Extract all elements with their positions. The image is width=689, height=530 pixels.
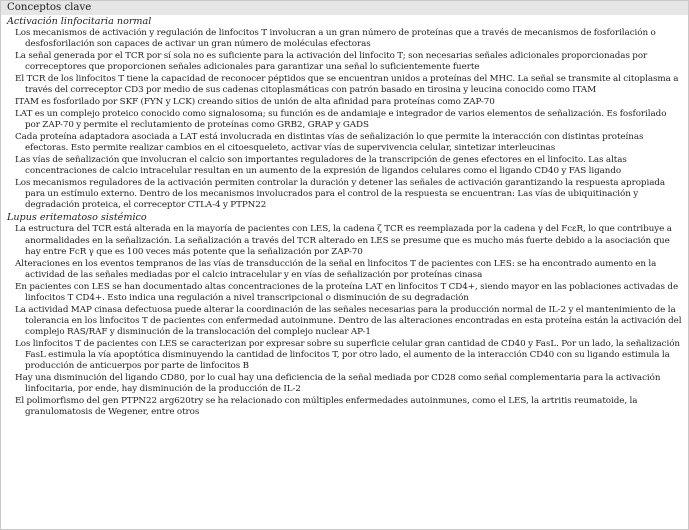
section-lupus: [1, 212, 688, 418]
list-item: Los mecanismos reguladores de la activación permiten controlar la duración y detener las señales de activación garantizando la respuesta apropiada para un estímulo externo. Dentro de los mecanismos involucrados para el control de la respuesta se encuentran: Las vías de ubiquitinación y degradación proteica, el correceptor CTLA-4 y PTPN22: [15, 177, 666, 211]
list-item: La actividad MAP cinasa defectuosa puede alterar la coordinación de las señales necesarias para la producción normal de IL-2 y el mantenimiento de la tolerancia en los linfocitos T de pacientes con enfermedad autoinmune. Dentro de las alteraciones encontradas en esta proteína están la activación del complejo RAS/RAF y disminución de la translocación del complejo nuclear AP-1: [15, 304, 682, 338]
box-heading: Conceptos clave: [1, 1, 688, 15]
list-item: Los mecanismos de activación y regulación de linfocitos T involucran a un gran número de proteínas que a través de mecanismos de fosforilación o desfosforilación son capaces de activar un gran número de moléculas efectoras: [15, 28, 656, 50]
list-item: Hay una disminución del ligando CD80, por lo cual hay una deficiencia de la señal mediada por CD28 como señal complementaria para la activación linfocitaria, por ende, hay disminución de la producción de IL-2: [15, 373, 661, 395]
list-item: LAT es un complejo proteico conocido como signalosoma; su función es de andamiaje e integrador de varios elementos de señalización. Es fosforilado por ZAP-70 y permite el reclutamiento de proteínas como GRB2, GRAP y GADS: [15, 108, 667, 130]
list-item: La señal generada por el TCR por sí sola no es suficiente para la activación del linfocito T; son necesarias señales adicionales proporcionadas por correceptores que proporcionen señales adicionales para garantizar una señal lo suficientemente fuerte: [15, 51, 648, 73]
list-item: Cada proteína adaptadora asociada a LAT está involucrada en distintas vías de señalización lo que permite la interacción con distintas proteínas efectoras. Esto permite realizar cambios en el citoesqueleto, activar vías de supervivencia celular, sintetizar interleucinas: [15, 131, 644, 153]
section-title: Lupus eritematoso sistémico: [7, 212, 147, 224]
list-item: La estructura del TCR está alterada en la mayoría de pacientes con LES, la cadena ζ TCR es reemplazada por la cadena γ del FcεR, lo que contribuye a anormalidades en la señalización. La señalización a través del TCR alterado en LES se presume que es mucho más fuerte debido a la asociación que hay entre FcR γ que es 100 veces más potente que la señalización por ZAP-70: [15, 224, 672, 257]
list-item: Alteraciones en los eventos tempranos de las vías de transducción de la señal en linfocitos T de pacientes con LES: se ha encontrado aumento en la actividad de las señales mediadas por el calcio intracelular y en vías de señalización por proteínas cinasa: [15, 258, 657, 280]
list-item: El polimorfismo del gen PTPN22 arg620try se ha relacionado con múltiples enfermedades autoinmunes, como el LES, la artritis reumatoide, la granulomatosis de Wegener, entre otros: [15, 396, 638, 418]
section-title: Activación linfocitaria normal: [7, 16, 152, 27]
section-normal-activation: [1, 16, 688, 211]
list-item: El TCR de los linfocitos T tiene la capacidad de reconocer péptidos que se encuentran unidos a proteínas del MHC. La señal se transmite al citoplasma a través del correceptor CD3 por medio de sus cadenas citoplasmáticas con patrón basado en tirosina y leucina conocido como ITAM: [15, 74, 679, 96]
list-item: Los linfocitos T de pacientes con LES se caracterizan por expresar sobre su superficie celular gran cantidad de CD40 y FasL. Por un lado, la señalización FasL estimula la vía apoptótica disminuyendo la cantidad de linfocitos T, por otro lado, el aumento de la interacción CD40 con su ligando estimula la producción de anticuerpos por parte de linfocitos B: [15, 338, 681, 372]
list-item: Las vías de señalización que involucran el calcio son importantes reguladores de la transcripción de genes efectores en el linfocito. Las altas concentraciones de calcio intracelular resultan en un aumento de la expresión de ligandos celulares como el ligando CD40 y FAS ligando: [15, 154, 627, 176]
list-item: ITAM es fosforilado por SKF (FYN y LCK) creando sitios de unión de alta afinidad para proteínas como ZAP-70: [15, 97, 495, 107]
list-item: En pacientes con LES se han documentado altas concentraciones de la proteína LAT en linfocitos T CD4+, siendo mayor en las poblaciones activadas de linfocitos T CD4+. Esto indica una regulación a nivel transcripcional o disminución de su degradación: [15, 281, 679, 303]
